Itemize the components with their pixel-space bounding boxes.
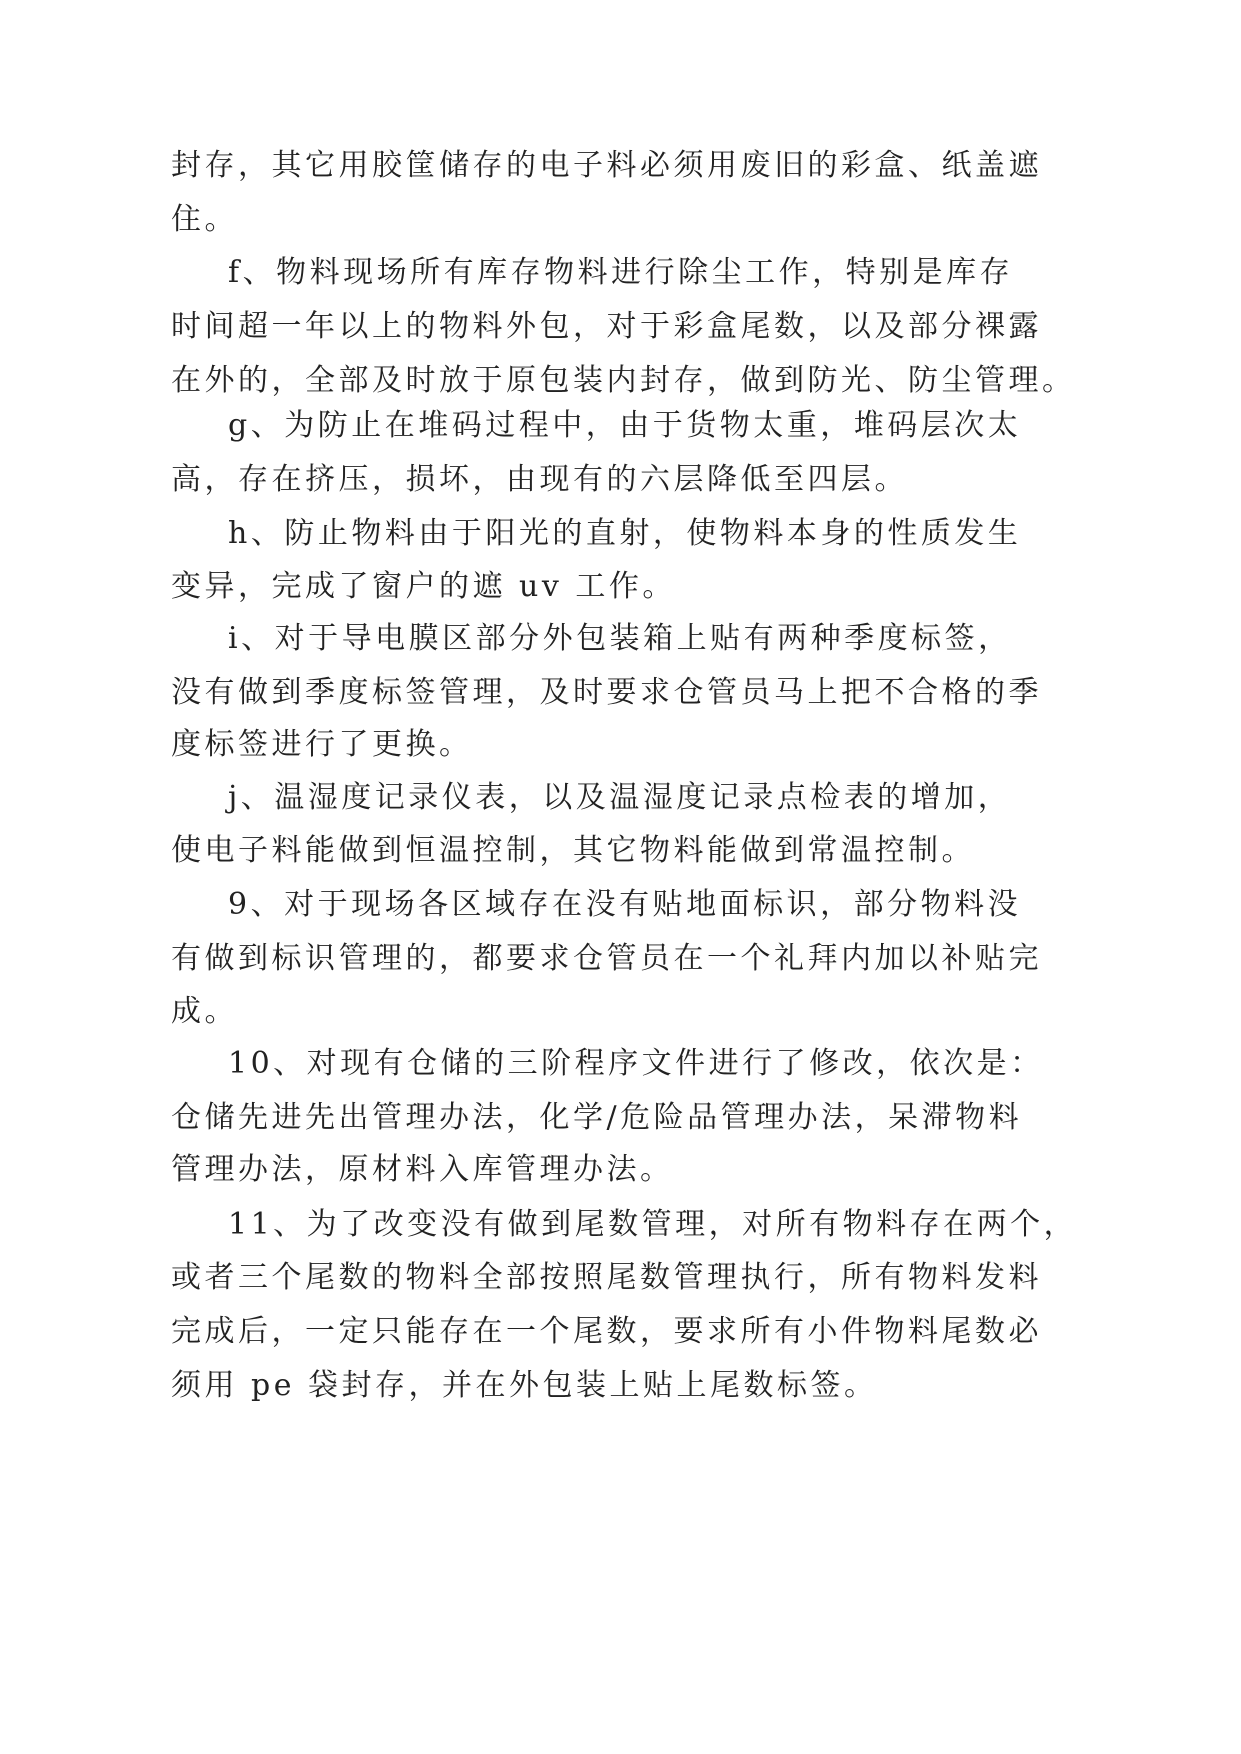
text-line: 高，存在挤压，损坏，由现有的六层降低至四层。 <box>171 462 908 497</box>
text-line: 仓储先进先出管理办法，化学/危险品管理办法，呆滞物料 <box>171 1100 1023 1135</box>
text-line: 住。 <box>171 202 238 237</box>
text-line: 使电子料能做到恒温控制，其它物料能做到常温控制。 <box>171 833 975 868</box>
text-line: 变异，完成了窗户的遮 uv 工作。 <box>171 569 676 604</box>
text-line: 度标签进行了更换。 <box>171 727 473 762</box>
text-line: 完成后，一定只能存在一个尾数，要求所有小件物料尾数必 <box>171 1314 1042 1349</box>
paragraph-9-line-1: 9、对于现场各区域存在没有贴地面标识，部分物料没 <box>228 887 1022 922</box>
text-line: 封存，其它用胶筐储存的电子料必须用废旧的彩盒、纸盖遮 <box>171 148 1042 183</box>
text-line: 在外的，全部及时放于原包装内封存，做到防光、防尘管理。 <box>171 363 1076 398</box>
text-line: 成。 <box>171 994 238 1029</box>
text-line: 没有做到季度标签管理，及时要求仓管员马上把不合格的季 <box>171 675 1042 710</box>
paragraph-10-line-1: 10、对现有仓储的三阶程序文件进行了修改，依次是： <box>228 1046 1044 1081</box>
paragraph-g-line-1: g、为防止在堆码过程中，由于货物太重，堆码层次太 <box>228 408 1022 443</box>
paragraph-i-line-1: i、对于导电膜区部分外包装箱上贴有两种季度标签， <box>228 621 1012 656</box>
text-line: 时间超一年以上的物料外包，对于彩盒尾数，以及部分裸露 <box>171 309 1042 344</box>
text-line: 有做到标识管理的，都要求仓管员在一个礼拜内加以补贴完 <box>171 941 1042 976</box>
text-line: 须用 pe 袋封存，并在外包装上贴上尾数标签。 <box>171 1368 878 1403</box>
paragraph-j-line-1: j、温湿度记录仪表，以及温湿度记录点检表的增加， <box>228 780 1012 815</box>
paragraph-h-line-1: h、防止物料由于阳光的直射，使物料本身的性质发生 <box>228 516 1022 551</box>
text-line: 管理办法，原材料入库管理办法。 <box>171 1152 674 1187</box>
paragraph-f-line-1: f、物料现场所有库存物料进行除尘工作，特别是库存 <box>228 255 1014 290</box>
text-line: 或者三个尾数的物料全部按照尾数管理执行，所有物料发料 <box>171 1260 1042 1295</box>
paragraph-11-line-1: 11、为了改变没有做到尾数管理，对所有物料存在两个， <box>228 1207 1078 1242</box>
